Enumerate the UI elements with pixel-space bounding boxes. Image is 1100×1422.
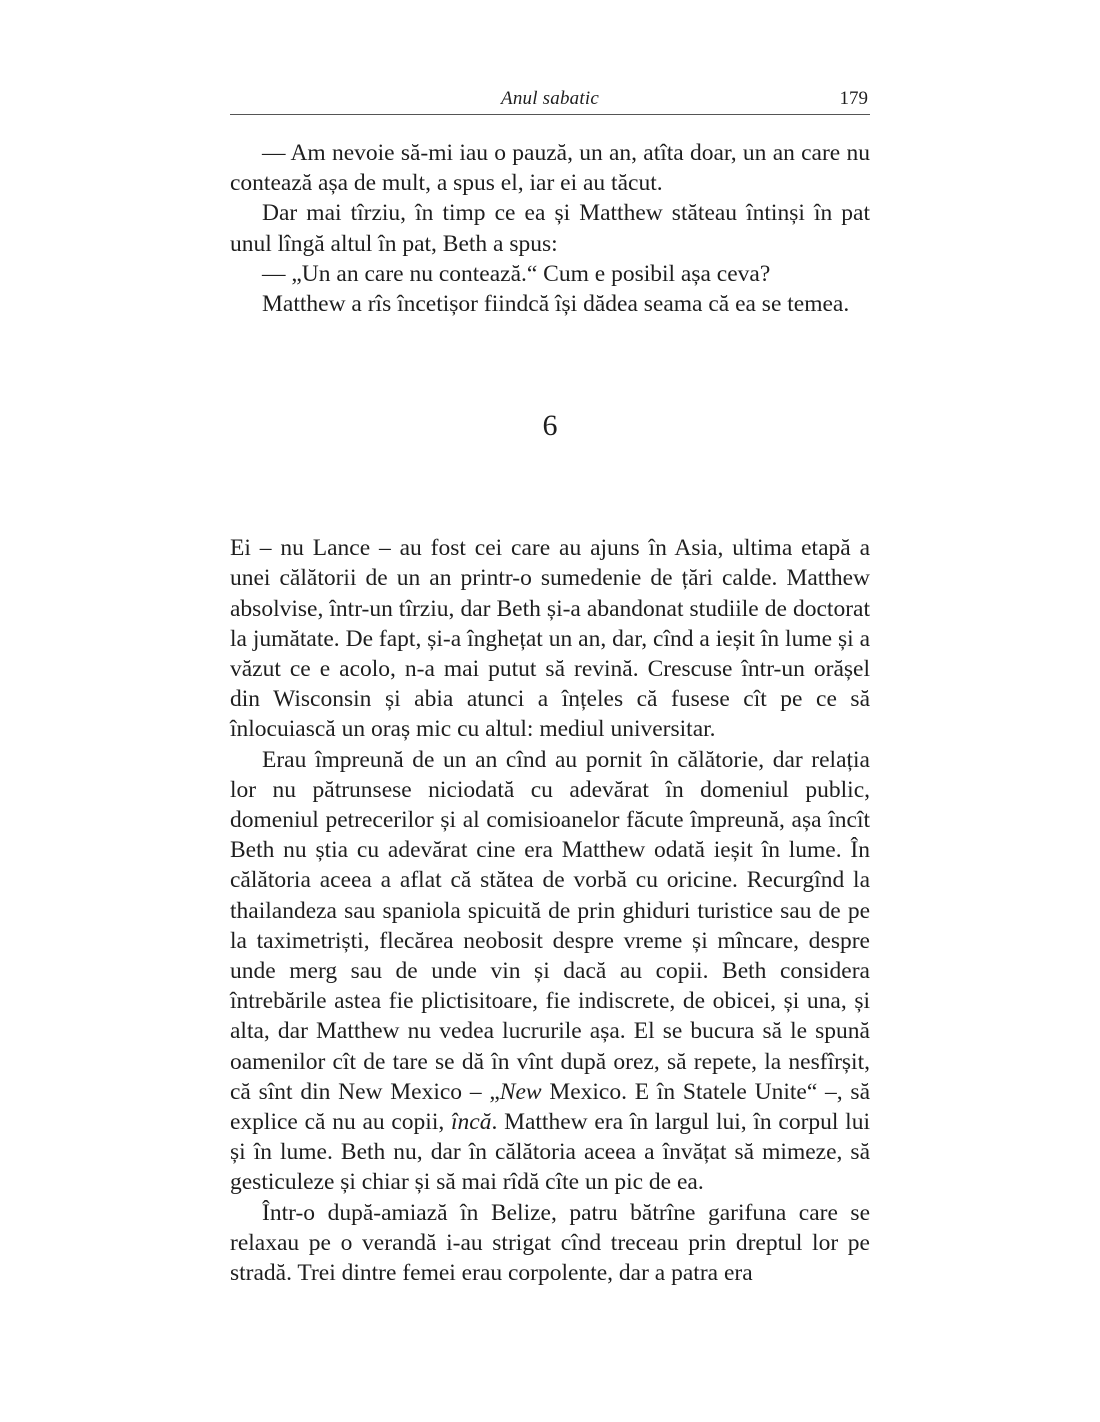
paragraph: — Am nevoie să-mi iau o pauză, un an, atîta doar, un an care nu contează așa de mult, a spus el, iar ei au tăcut. — [230, 140, 870, 197]
page-number: 179 — [839, 88, 868, 109]
paragraph: Dar mai tîrziu, în timp ce ea și Matthew stăteau întinși în pat unul lîngă altul în pat, Beth a spus: — [230, 200, 870, 257]
text-run: . Matthew era în largul lui, în corpul lui și în lume. Beth nu, dar în călătoria aceea a învățat să mimeze, să gesticuleze și chiar și să mai rîdă cîte un pic de ea. — [230, 1109, 870, 1196]
emphasis: încă — [450, 1109, 492, 1136]
chapter-number: 6 — [542, 409, 558, 443]
text-run: Erau împreună de un an cînd au pornit în călătorie, dar relația lor nu pătrunsese niciodată cu adevărat în domeniul public, domeniul petrecerilor și al comisioanelor făcute împreună, așa încît Beth nu știa cu adevărat cine era Matthew odată ieșit în lume. În călătoria aceea a aflat că stătea de vorbă cu oricine. Recurgînd la thailandeza sau spaniola spicuită de prin ghiduri turistice sau de pe la taximetriști, flecărea neobosit despre vreme și mîncare, despre unde merg sau de unde vin și dacă au copii. Beth considera întrebările astea fie plictisitoare, fie indiscrete, de obicei, și una, și alta, dar Matthew nu vedea lucrurile așa. El se bucura să le spună oamenilor cît de tare se dă în vînt după orez, să repete, la nesfîrșit, că sînt din New Mexico – „ — [230, 746, 870, 1105]
paragraph — [230, 745, 870, 1198]
paragraph: Într-o după-amiază în Belize, patru bătrîne garifuna care se relaxau pe o verandă i-au strigat cînd treceau prin dreptul lor pe stradă. Trei dintre femei erau corpolente, dar a patra era — [230, 1199, 870, 1287]
paragraph: Ei – nu Lance – au fost cei care au ajuns în Asia, ultima etapă a unei călătorii de un an printr-o sumedenie de țări calde. Matthew absolvise, într-un tîrziu, dar Beth și-a abandonat studiile de doctorat la jumătate. De fapt, și-a înghețat un an, dar, cînd a ieșit în lume și a văzut ce e acolo, n-a mai putut să revină. Crescuse într-un orășel din Wisconsin și abia atunci a înțeles că fusese cît pe ce să înlocuiască un oraș mic cu altul: mediul universitar. — [230, 535, 870, 743]
page-body — [230, 138, 870, 1288]
paragraph: — „Un an care nu contează.“ Cum e posibil așa ceva? — [262, 260, 771, 287]
running-title: Anul sabatic — [501, 88, 599, 109]
paragraph: Matthew a rîs încetișor fiindcă își dădea seama că ea se temea. — [262, 291, 850, 318]
text-run: Mexico. E în Statele Unite“ –, să explice că nu au copii, — [230, 1078, 870, 1136]
emphasis: New — [499, 1078, 542, 1105]
running-header — [230, 86, 870, 115]
